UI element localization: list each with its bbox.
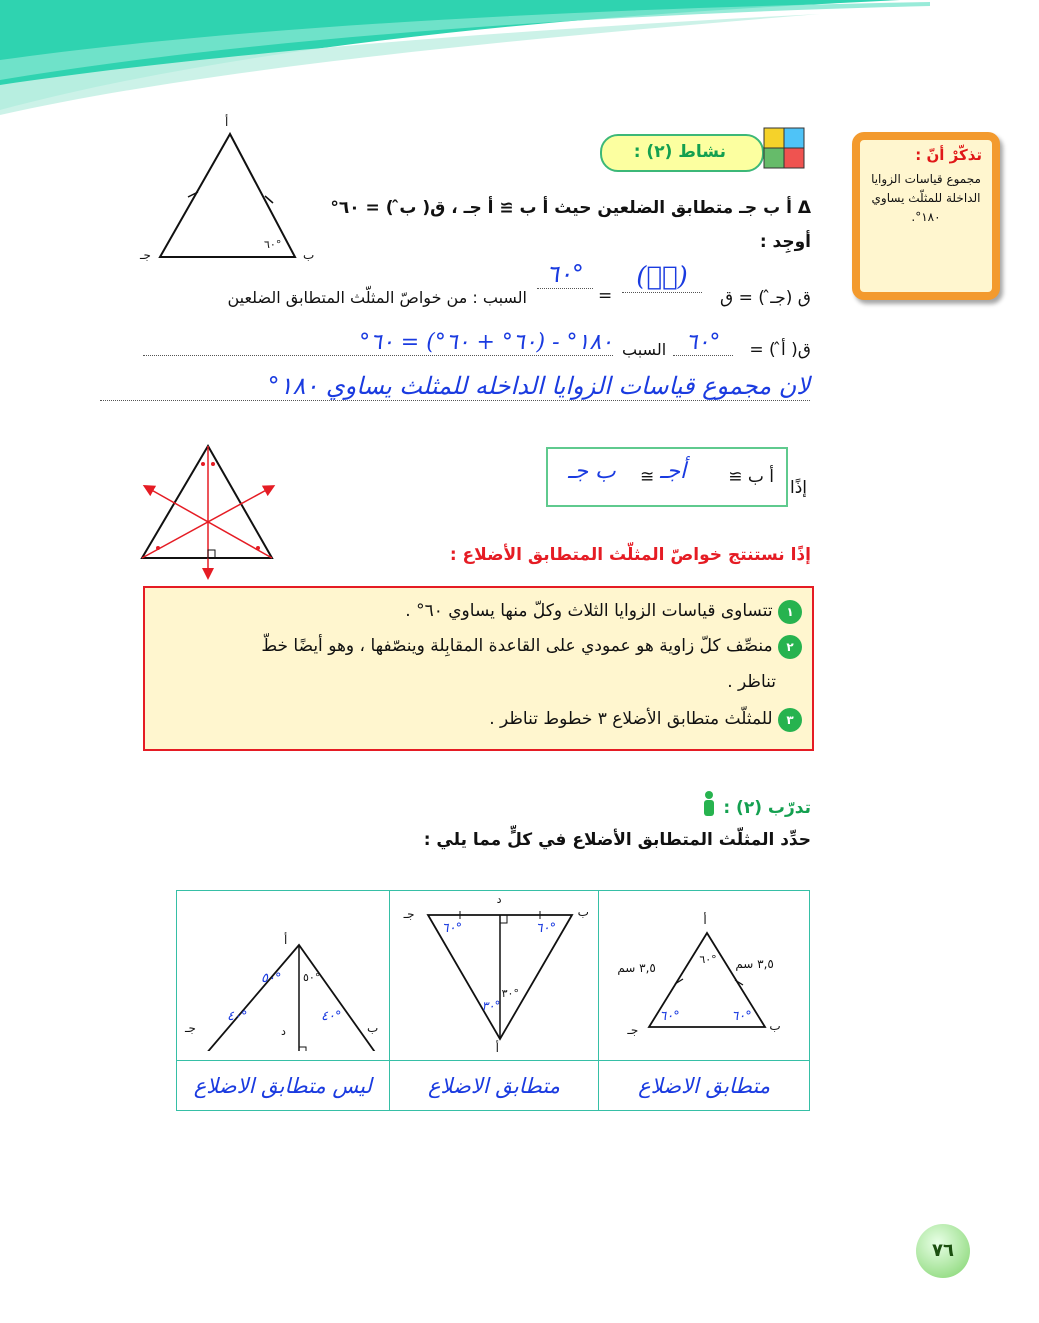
- fig1-label-c: جـ: [627, 1023, 639, 1037]
- figure-3-triangle: [187, 931, 387, 1051]
- then-congruent: ≅: [640, 467, 655, 487]
- property-1: [405, 600, 802, 624]
- activity-triangle-figure: [135, 112, 335, 267]
- property-number: ١: [778, 600, 802, 624]
- fig3-angle-a1: ٥٠°: [261, 971, 282, 986]
- activity-find: أوجِد :: [759, 232, 811, 252]
- then-box-prefix: أ ب ≅: [728, 467, 774, 487]
- property-number: ٣: [778, 708, 802, 732]
- puzzle-icon: [760, 122, 808, 174]
- activity-title-pill: [600, 134, 764, 172]
- then-answer-2: ب جـ: [568, 459, 616, 484]
- fig1-angle-c: ٦٠°: [659, 1009, 680, 1024]
- header-wave-decoration: [0, 0, 1039, 120]
- fig2-answer: متطابق الاضلاع: [428, 1073, 560, 1098]
- symmetry-triangle-figure: [130, 440, 290, 580]
- fig3-label-a: أ: [284, 933, 288, 947]
- line2-reason-work: ١٨٠° - (٦٠° + ٦٠°) = ٦٠°: [143, 330, 613, 356]
- remember-body: مجموع قياسات الزوايا الداخلة للمثلّث يساوي ١٨٠°.: [871, 172, 981, 224]
- property-text: تتساوى قياسات الزوايا الثلاث وكلّ منها يساوي ٦٠° .: [405, 601, 773, 621]
- fig3-label-c: جـ: [185, 1021, 196, 1035]
- activity-fig-angle: ٦٠°: [264, 238, 282, 251]
- line3-reason-work: لان مجموع قياسات الزوايا الداخله للمثلث يساوي ١٨٠°: [100, 372, 810, 401]
- line1-equals: =: [598, 286, 613, 306]
- fig1-side-right: ٣,٥ سم: [735, 957, 774, 971]
- fig3-answer: ليس متطابق الاضلاع: [193, 1073, 372, 1098]
- property-2: [261, 635, 802, 659]
- activity-problem: Δ أ ب جـ متطابق الضلعين حيث أ ب ≅ أ جـ ، ق( ب̂ ) = ٦٠°: [330, 198, 811, 218]
- line2-prefix: ق( أ̂ ) =: [749, 340, 811, 360]
- answer-cell-3: [177, 1061, 390, 1111]
- property-text: للمثلّث متطابق الأضلاع ٣ خطوط تناظر .: [489, 709, 773, 729]
- practice-instruction: حدِّد المثلّث المتطابق الأضلاع في كلٍّ مما يلي :: [423, 830, 811, 850]
- fig2-angle-b: ٦٠°: [535, 921, 557, 936]
- fig3-angle-a2: ٥٠°: [303, 971, 321, 984]
- then-answer-1: أجـ: [660, 459, 687, 484]
- fig1-label-a: أ: [703, 913, 707, 927]
- figure-cell-2: [389, 891, 599, 1061]
- fig3-angle-c: ٤٠°: [227, 1009, 248, 1024]
- line1-value: ٦٠°: [537, 260, 593, 289]
- line1-reason: السبب : من خواصّ المثلّث المتطابق الضلعين: [227, 288, 527, 307]
- fig2-angle-a2: ٣٠°: [501, 987, 519, 1000]
- property-text: منصِّف كلّ زاوية هو عمودي على القاعدة المقابِلة وينصّفها ، وهو أيضًا خطّ: [261, 636, 773, 656]
- person-icon: [700, 790, 718, 818]
- fig1-side-left: ٣,٥ سم: [617, 961, 656, 975]
- practice-title: تدرّب (٢) :: [723, 798, 811, 818]
- figure-2-triangle: [410, 909, 590, 1049]
- property-2-continued: [727, 672, 776, 692]
- fig2-angle-a1: ٣٠°: [481, 999, 501, 1013]
- figure-cell-3: [177, 891, 390, 1061]
- fig2-angle-c: ٦٠°: [441, 921, 463, 936]
- activity-fig-label-b: ب: [303, 248, 315, 262]
- remember-box: [852, 132, 1000, 300]
- answer-cell-1: [599, 1061, 810, 1111]
- page-number: ٧٦: [916, 1224, 970, 1278]
- property-3: [489, 708, 802, 732]
- line1-answer: (بٖ): [622, 262, 702, 293]
- fig2-label-a: أ: [495, 1041, 499, 1055]
- property-text: تناظر .: [727, 672, 776, 692]
- fig1-angle-top: ٦٠°: [699, 953, 717, 966]
- fig1-angle-b: ٦٠°: [731, 1009, 752, 1024]
- fig3-angle-b: ٤٠°: [321, 1009, 342, 1024]
- remember-title: تذكّرْ أنّ :: [915, 146, 982, 164]
- line1-prefix: ق (جـ̂ ) = ق: [720, 288, 811, 308]
- fig2-label-c: جـ: [403, 907, 415, 921]
- fig3-label-b: ب: [367, 1021, 379, 1035]
- line2-reason-label: السبب: [622, 340, 667, 359]
- activity-fig-label-c: جـ: [140, 248, 151, 262]
- properties-box: [143, 586, 814, 751]
- fig2-label-b: ب: [577, 905, 589, 919]
- activity-title: نشاط (٢) :: [633, 142, 726, 162]
- fig3-label-d: د: [281, 1025, 286, 1038]
- then-label: إذًا: [790, 478, 808, 498]
- line2-value: ٦٠°: [673, 330, 733, 356]
- activity-fig-label-a: أ: [225, 115, 229, 129]
- figures-table: [176, 890, 810, 1111]
- answer-cell-2: [389, 1061, 599, 1111]
- conclusion-title: إذًا نستنتج خواصّ المثلّث المتطابق الأضلاع :: [449, 545, 811, 565]
- figure-cell-1: [599, 891, 810, 1061]
- then-box: [546, 447, 788, 507]
- property-number: ٢: [778, 635, 802, 659]
- fig1-answer: متطابق الاضلاع: [638, 1073, 771, 1098]
- fig2-label-d: د: [496, 893, 502, 906]
- fig1-label-b: ب: [769, 1019, 781, 1033]
